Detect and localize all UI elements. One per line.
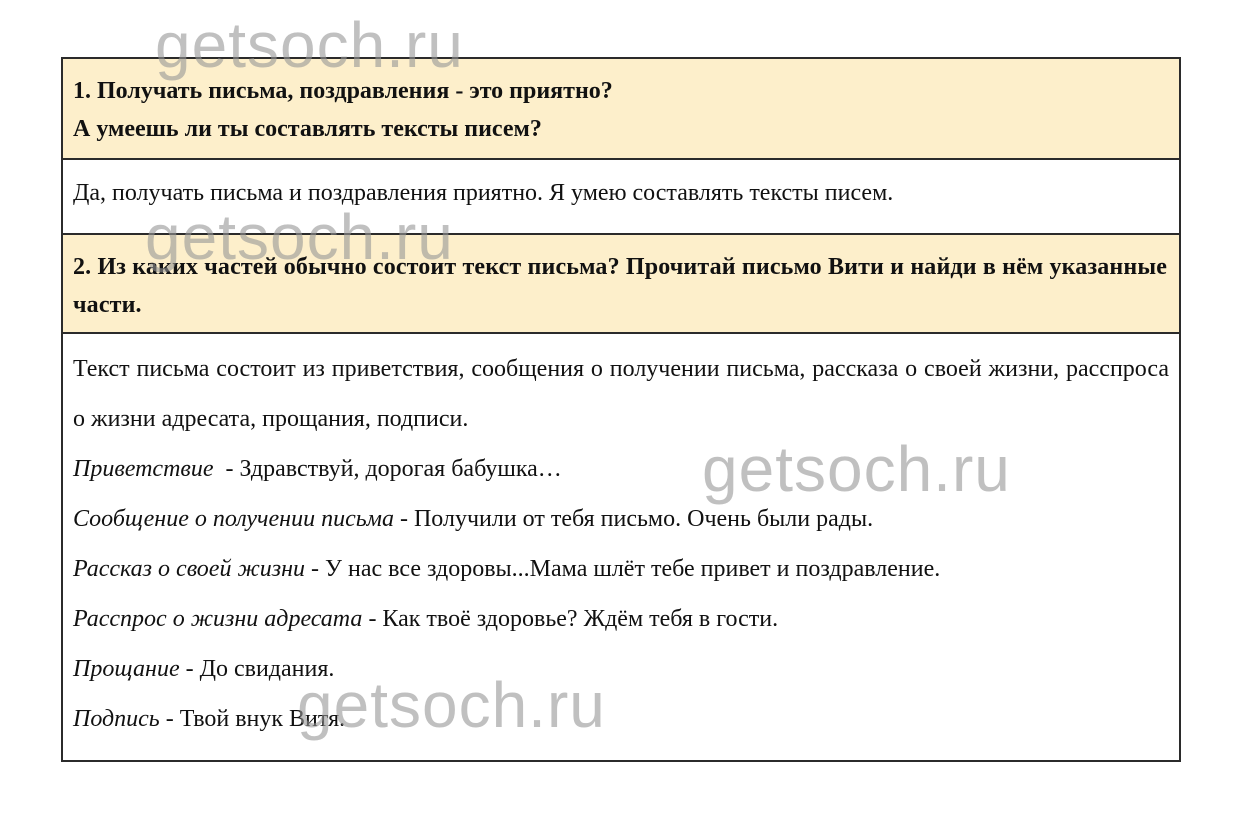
letter-part-addressee-questions [73,594,1169,644]
part-name: Рассказ о своей жизни [73,556,306,582]
task-2-answer-intro: Текст письма состоит из приветствия, сообщения о получении письма, рассказа о своей жизни, расспроса о жизни адресата, прощания, подписи. [73,356,1169,432]
answer-table [61,57,1181,762]
task-1-question-line-2: А умеешь ли ты составлять тексты писем? [73,116,542,142]
part-example: - У нас все здоровы...Мама шлёт тебе привет и поздравление. [305,556,941,582]
part-example: - Как твоё здоровье? Ждём тебя в гости. [362,606,779,632]
task-2-question-text: 2. Из каких частей обычно состоит текст письма? Прочитай письмо Вити и найди в нём указанные части. [73,254,1168,318]
part-name: Прощание [73,656,180,682]
task-1-answer-text: Да, получать письма и поздравления приятно. Я умею составлять тексты писем. [73,180,894,206]
part-name: Сообщение о получении письма [73,506,394,532]
part-example: - Получили от тебя письмо. Очень были рады. [393,506,874,532]
letter-part-farewell [73,644,1169,694]
watermark: getsoch.ru [702,433,1011,505]
task-2-answer [63,334,1179,760]
watermark: getsoch.ru [155,9,464,81]
letter-part-signature [73,694,1169,744]
task-1-answer [63,160,1179,235]
task-1-question [63,59,1179,160]
letter-part-greeting [73,444,1169,494]
task-1-question-line-1: 1. Получать письма, поздравления - это приятно? [73,78,613,104]
task-2-question [63,235,1179,334]
watermark: getsoch.ru [145,201,454,273]
watermark: getsoch.ru [297,669,606,741]
letter-part-received-message [73,494,1169,544]
part-example: - Твой внук Витя. [159,706,346,732]
part-example: - Здравствуй, дорогая бабушка… [213,456,562,482]
part-name: Расспрос о жизни адресата [73,606,363,632]
part-name: Приветствие [73,456,214,482]
part-name: Подпись [73,706,160,732]
part-example: - До свидания. [179,656,335,682]
letter-part-own-life [73,544,1169,594]
